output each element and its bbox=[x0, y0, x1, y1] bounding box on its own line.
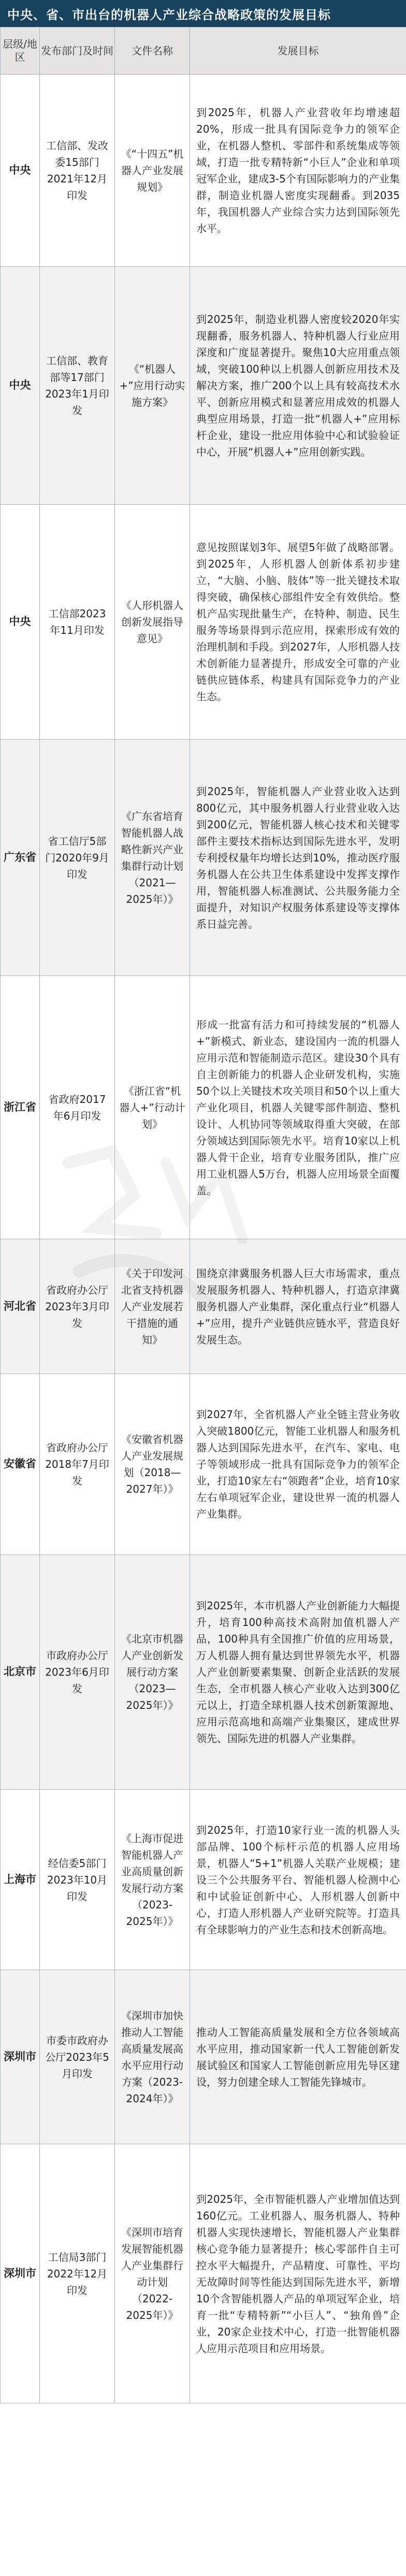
table-row bbox=[1, 1555, 406, 1790]
goal-cell: 围绕京津冀服务机器人巨大市场需求，重点发展服务机器人、特种机器人，打造京津冀服务机器人产业集群，深化重点行业“机器人+”应用，提升产业链供应链水平，营造良好发展生态。 bbox=[190, 1239, 406, 1374]
header-issuer: 发布部门及时间 bbox=[40, 27, 115, 75]
region-cell: 深圳市 bbox=[1, 1970, 40, 2144]
region-cell: 中央 bbox=[1, 75, 40, 267]
header-doc: 文件名称 bbox=[115, 27, 190, 75]
region-cell: 浙江省 bbox=[1, 976, 40, 1239]
doc-name-cell: 《浙江省“机器人+”行动计划》 bbox=[115, 976, 190, 1239]
issuer-cell: 省政府办公厅2018年7月印发 bbox=[40, 1374, 115, 1555]
table-row bbox=[1, 1790, 406, 1970]
doc-name-cell: 《“十四五”机器人产业发展规划》 bbox=[115, 75, 190, 267]
region-cell: 深圳市 bbox=[1, 2144, 40, 2403]
doc-name-cell: 《人形机器人创新发展指导意见》 bbox=[115, 505, 190, 740]
region-cell: 中央 bbox=[1, 267, 40, 505]
region-cell: 河北省 bbox=[1, 1239, 40, 1374]
region-cell: 北京市 bbox=[1, 1555, 40, 1790]
table-header-row bbox=[1, 27, 406, 75]
region-cell: 安徽省 bbox=[1, 1374, 40, 1555]
doc-name-cell: 《深圳市培育发展智能机器人产业集群行动计划（2022-2025年）》 bbox=[115, 2144, 190, 2403]
issuer-cell: 经信委5部门2023年10月印发 bbox=[40, 1790, 115, 1970]
title-text: 中央、省、市出台的机器人产业综合战略政策的发展目标 bbox=[7, 7, 331, 22]
region-cell: 上海市 bbox=[1, 1790, 40, 1970]
table-row bbox=[1, 976, 406, 1239]
issuer-cell: 工信部、发改委15部门2021年12月印发 bbox=[40, 75, 115, 267]
table-row bbox=[1, 75, 406, 267]
table-row bbox=[1, 740, 406, 976]
policy-table bbox=[0, 27, 406, 2403]
doc-name-cell: 《北京市机器人产业创新发展行动方案（2023—2025年）》 bbox=[115, 1555, 190, 1790]
table-row bbox=[1, 1970, 406, 2144]
goal-cell: 到2025年，智能机器人产业营业收入达到800亿元，其中服务机器人行业营业收入达到200亿元，智能机器人核心技术和关键零部件主要技术指标达到国际先进水平，发明专利授权量年均增长达到10%，推动医疗服务机器人在公共卫生体系建设中发挥支撑作用，智能机器人标准测试、公共服务能力全面提升，对知识产权服务体系建设等支撑体系日益完善。 bbox=[190, 740, 406, 976]
goal-cell: 意见按照谋划3年、展望5年做了战略部署。到2025年，人形机器人创新体系初步建立，“大脑、小脑、肢体”等一批关键技术取得突破，确保核心部组件安全有效供给。整机产品实现批量生产，在特种、制造、民生服务等场景得到示范应用，探索形成有效的治理机制和手段。到2027年，人形机器人技术创新能力显著提升，形成安全可靠的产业链供应链体系，构建具有国际竞争力的产业生态。 bbox=[190, 505, 406, 740]
issuer-cell: 省政府办公厅2023年3月印发 bbox=[40, 1239, 115, 1374]
goal-cell: 形成一批富有活力和可持续发展的“机器人+”新模式、新业态，建设国内一流的机器人应用示范和智能制造示范区。建设30个具有自主创新能力的机器人企业研发机构，实施50个以上关键技术攻关项目和50个以上重大产业化项目，机器人关键零部件制造、整机设计、人机协同等领域取得重大突破，在部分领域达到国际领先水平。培育10家以上机器人骨干企业，培育专业服务团队，推广应用工业机器人5万台，机器人应用场景全面覆盖。 bbox=[190, 976, 406, 1239]
goal-cell: 到2025年，机器人产业营收年均增速超20%，形成一批具有国际竞争力的领军企业，在机器人整机、零部件和系统集成等领域，打造一批专精特新“小巨人”企业和单项冠军企业，建成3-5个有国际影响力的产业集群，制造业机器人密度实现翻番。到2035年，我国机器人产业综合实力达到国际领先水平。 bbox=[190, 75, 406, 267]
table-row bbox=[1, 2144, 406, 2403]
goal-cell: 到2025年，本市机器人产业创新能力大幅提升，培育100种高技术高附加值机器人产品，100种具有全国推广价值的应用场景，万人机器人拥有量达到世界领先水平，机器人产业创新要素集聚、创新企业活跃的发展生态，全市机器人核心产业收入达到300亿元以上，打造全球机器人技术创新策源地、应用示范高地和高端产业集聚区，建成世界领先、国际先进的机器人产业集群。 bbox=[190, 1555, 406, 1790]
issuer-cell: 工信部2023年11月印发 bbox=[40, 505, 115, 740]
goal-cell: 到2025年，打造10家行业一流的机器人头部品牌、100个标杆示范的机器人应用场景，机器人“5+1”机器人关联产业规模；建设三个公共服务平台、智能机器人检测中心和中试验证创新中心、人形机器人创新中心，打造人形机器人产业研究院等。打造具有全球影响力的产业生态和技术创新高地。 bbox=[190, 1790, 406, 1970]
doc-name-cell: 《“机器人+”应用行动实施方案》 bbox=[115, 267, 190, 505]
doc-name-cell: 《关于印发河北省支持机器人产业发展若干措施的通知》 bbox=[115, 1239, 190, 1374]
goal-cell: 推动人工智能高质量发展和全方位各领域高水平应用，推动国家新一代人工智能创新发展试验区和国家人工智能创新应用先导区建设，努力创建全球人工智能先锋城市。 bbox=[190, 1970, 406, 2144]
table-row bbox=[1, 1374, 406, 1555]
doc-name-cell: 《上海市促进智能机器人产业高质量创新发展行动方案（2023-2025年）》 bbox=[115, 1790, 190, 1970]
goal-cell: 到2025年，全市智能机器人产业增加值达到160亿元。工业机器人、服务机器人、特种机器人实现快速增长，智能机器人产业集群核心竞争能力显著提升；核心零部件自主可控水平大幅提升，产品精度、可靠性、平均无故障时间等性能达到国际先进水平，新增10个含智能机器人产品的单项冠军企业，培育一批“专精特新”“小巨人”、“独角兽”企业，20家企业技术中心，打造一批智能机器人应用示范项目和应用场景。 bbox=[190, 2144, 406, 2403]
issuer-cell: 省政府2017年6月印发 bbox=[40, 976, 115, 1239]
goal-cell: 到2027年，全省机器人产业全链主营业务收入突破1800亿元，智能工业机器人和服务机器人达到国际先进水平，在汽车、家电、电子等领域形成一批具有国际竞争力的领军企业，打造10家左右“领跑者”企业，培育10家左右单项冠军企业，建设世界一流的机器人产业集群。 bbox=[190, 1374, 406, 1555]
region-cell: 中央 bbox=[1, 505, 40, 740]
doc-name-cell: 《广东省培育智能机器人战略性新兴产业集群行动计划（2021—2025年）》 bbox=[115, 740, 190, 976]
issuer-cell: 省工信厅5部门2020年9月印发 bbox=[40, 740, 115, 976]
header-goal: 发展目标 bbox=[190, 27, 406, 75]
region-cell: 广东省 bbox=[1, 740, 40, 976]
issuer-cell: 工信局3部门2022年12月印发 bbox=[40, 2144, 115, 2403]
issuer-cell: 市政府办公厅2023年6月印发 bbox=[40, 1555, 115, 1790]
doc-name-cell: 《深圳市加快推动人工智能高质量发展高水平应用行动方案（2023-2024年）》 bbox=[115, 1970, 190, 2144]
table-row bbox=[1, 267, 406, 505]
page-title bbox=[0, 0, 406, 27]
issuer-cell: 市委市政府办公厅2023年5月印发 bbox=[40, 1970, 115, 2144]
doc-name-cell: 《安徽省机器人产业发展规划（2018—2027年）》 bbox=[115, 1374, 190, 1555]
table-row bbox=[1, 505, 406, 740]
issuer-cell: 工信部、教育部等17部门2023年1月印发 bbox=[40, 267, 115, 505]
goal-cell: 到2025年，制造业机器人密度较2020年实现翻番，服务机器人、特种机器人行业应用深度和广度显著提升。聚焦10大应用重点领域，突破100种以上机器人创新应用技术及解决方案，推广200个以上具有较高技术水平、创新应用模式和显著应用成效的机器人典型应用场景，打造一批“机器人+”应用标杆企业，建设一批应用体验中心和试验验证中心，开展“机器人+”应用创新实践。 bbox=[190, 267, 406, 505]
header-region: 层级/地区 bbox=[1, 27, 40, 75]
table-row bbox=[1, 1239, 406, 1374]
